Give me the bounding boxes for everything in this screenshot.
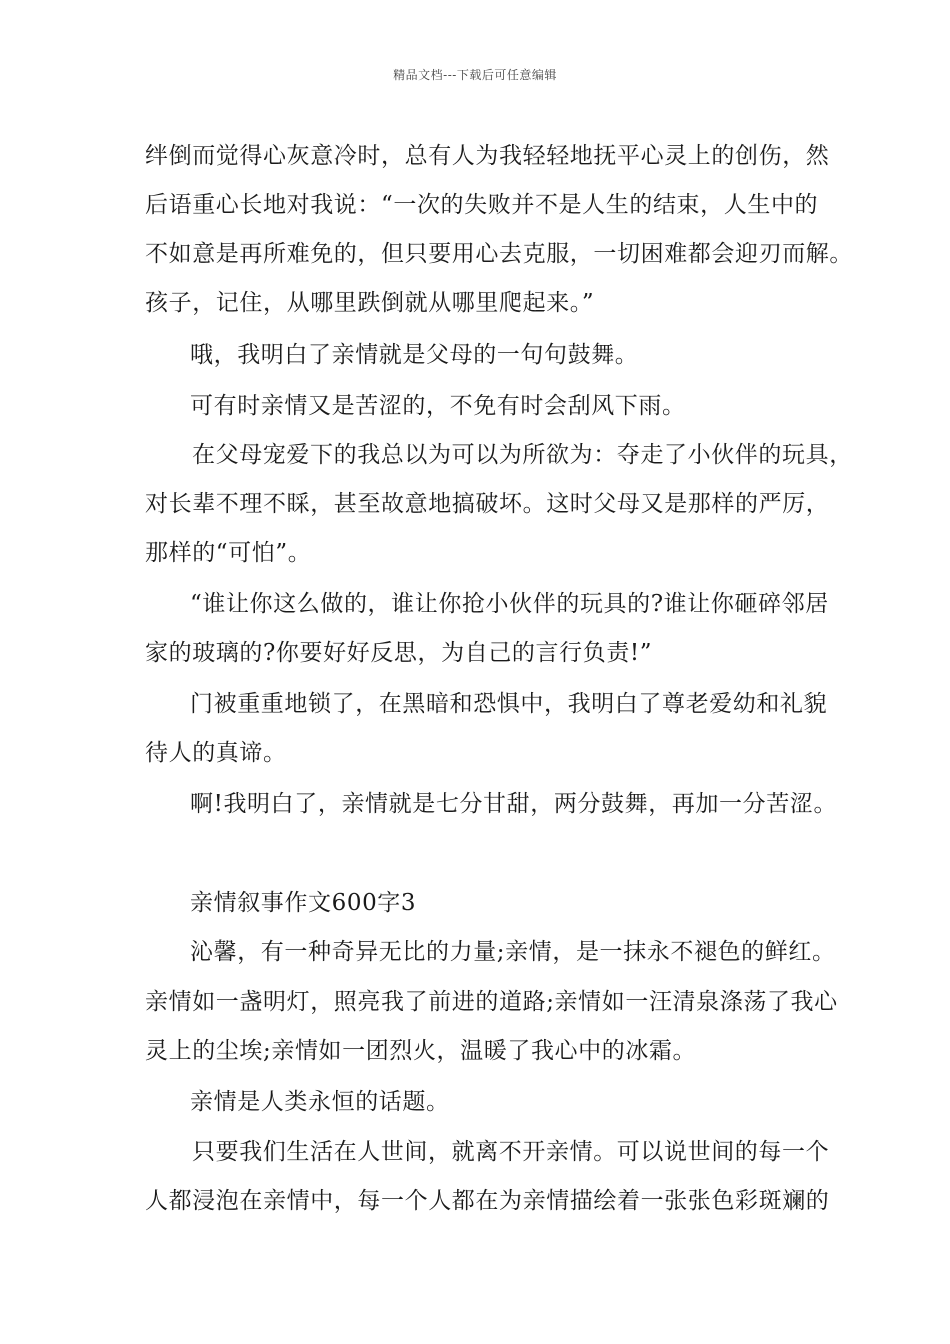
paragraph-line: 哦，我明白了亲情就是父母的一句句鼓舞。 (190, 342, 639, 368)
paragraph-line: 对长辈不理不睬，甚至故意地搞破坏。这时父母又是那样的严厉， (145, 491, 830, 517)
paragraph-line: 在父母宠爱下的我总以为可以为所欲为：夺走了小伙伴的玩具， (192, 442, 853, 468)
paragraph-line: 沁馨，有一种奇异无比的力量;亲情，是一抹永不褪色的鲜红。 (190, 939, 836, 965)
paragraph-line: 待人的真谛。 (145, 740, 287, 766)
paragraph-line: 人都浸泡在亲情中，每一个人都在为亲情描绘着一张张色彩斑斓的 (145, 1188, 830, 1214)
paragraph-line: 家的玻璃的?你要好好反思，为自己的言行负责!” (145, 640, 653, 666)
page-header: 精品文档---下载后可任意编辑 (393, 68, 557, 82)
paragraph-line: 亲情如一盏明灯，照亮我了前进的道路;亲情如一汪清泉涤荡了我心 (145, 989, 838, 1015)
paragraph-line: 后语重心长地对我说：“一次的失败并不是人生的结束，人生中的 (145, 192, 819, 218)
paragraph-line: 门被重重地锁了，在黑暗和恐惧中，我明白了尊老爱幼和礼貌 (190, 691, 828, 717)
paragraph-line: “谁让你这么做的，谁让你抢小伙伴的玩具的?谁让你砸碎邻居 (190, 591, 829, 617)
paragraph-line: 灵上的尘埃;亲情如一团烈火，温暖了我心中的冰霜。 (145, 1038, 697, 1064)
paragraph-line: 可有时亲情又是苦涩的，不免有时会刮风下雨。 (190, 393, 686, 419)
paragraph-line: 不如意是再所难免的，但只要用心去克服，一切困难都会迎刃而解。 (145, 241, 853, 267)
paragraph-line: 那样的“可怕”。 (145, 540, 312, 566)
paragraph-line: 只要我们生活在人世间，就离不开亲情。可以说世间的每一个 (192, 1139, 830, 1165)
section-heading: 亲情叙事作文600字3 (190, 890, 417, 916)
paragraph-line: 绊倒而觉得心灰意冷时，总有人为我轻轻地抚平心灵上的创伤，然 (145, 143, 830, 169)
paragraph-line: 啊!我明白了，亲情就是七分甘甜，两分鼓舞，再加一分苦涩。 (190, 791, 838, 817)
paragraph-line: 孩子，记住，从哪里跌倒就从哪里爬起来。” (145, 290, 595, 316)
paragraph-line: 亲情是人类永恒的话题。 (190, 1089, 450, 1115)
